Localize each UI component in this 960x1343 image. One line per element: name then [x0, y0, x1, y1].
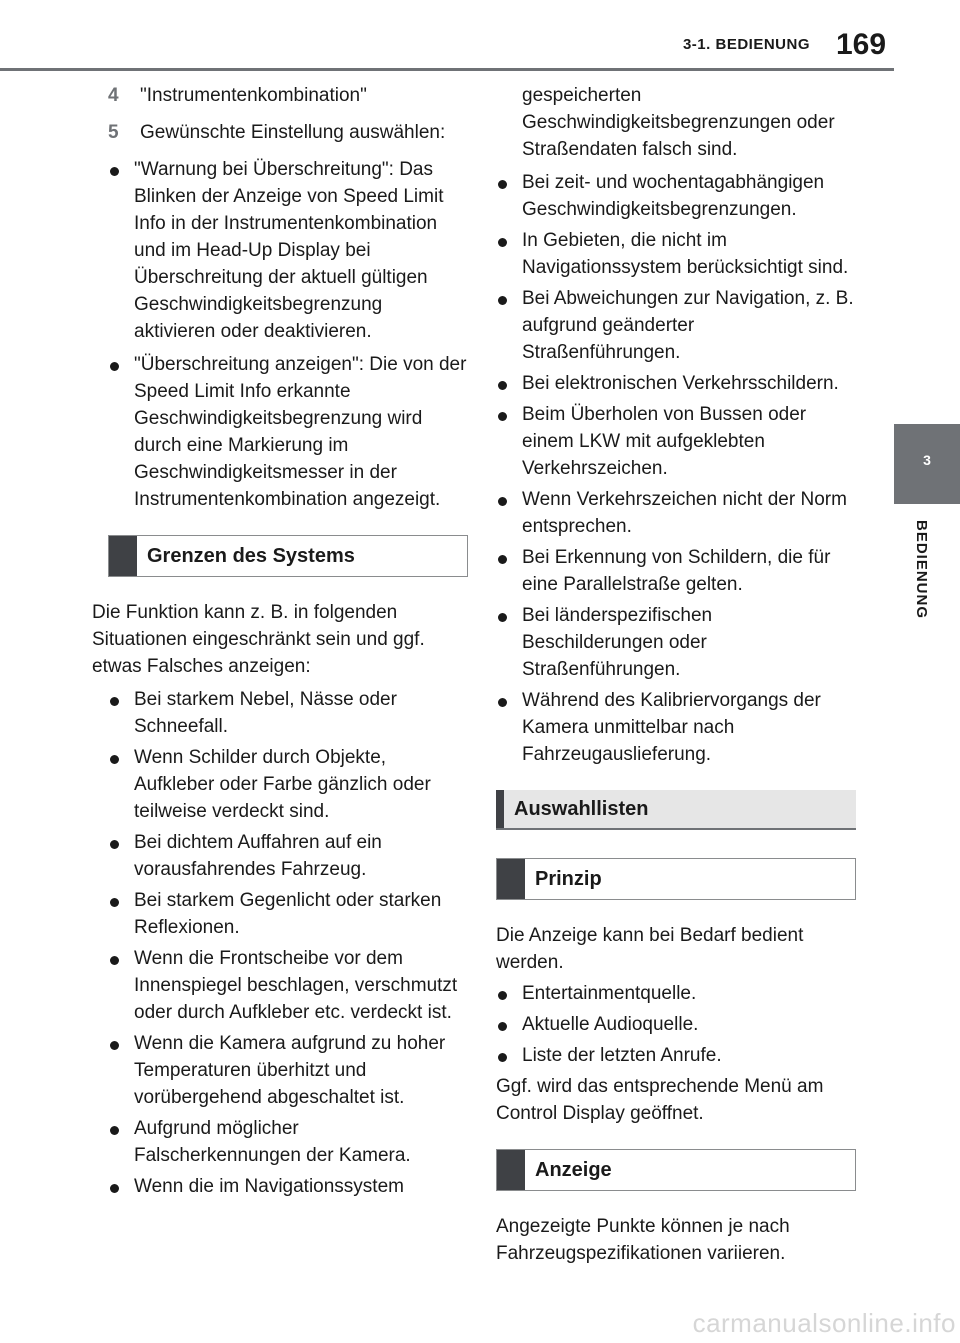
step-number: 5 — [108, 122, 119, 143]
menu-paragraph: Ggf. wird das entsprechende Menü am Control Display geöffnet. — [496, 1076, 824, 1124]
bullet-icon — [110, 362, 119, 371]
list-item: Wenn die im Navigationssystem — [108, 1173, 468, 1200]
page-number: 169 — [836, 28, 887, 61]
list-item: Wenn die Frontscheibe vor dem Innenspiegel beschlagen, verschmutzt oder durch Aufkleber etc. verdeckt ist. — [108, 945, 468, 1026]
bullet-icon — [498, 991, 507, 1000]
list-item: Aufgrund möglicher Falscherkennungen der Kamera. — [108, 1115, 468, 1169]
list-item: Bei dichtem Auffahren auf ein vorausfahrendes Fahrzeug. — [108, 829, 468, 883]
step-text: Gewünschte Einstellung auswählen: — [140, 122, 446, 143]
list-item: In Gebieten, die nicht im Navigationssystem berücksichtigt sind. — [496, 227, 856, 281]
bullet-icon — [498, 555, 507, 564]
bullet-icon — [110, 697, 119, 706]
list-item: Bei starkem Gegenlicht oder starken Reflexionen. — [108, 887, 468, 941]
heading-bar — [109, 536, 137, 576]
step-5 — [108, 119, 468, 146]
list-item: "Warnung bei Überschreitung": Das Blinken der Anzeige von Speed Limit Info in der Instrumentenkombination und im Head-Up Display bei Überschreitung der aktuell gültigen Geschwindigkeitsbegrenzung aktivieren oder deaktivieren. — [108, 156, 468, 345]
section-title: 3-1. BEDIENUNG — [682, 36, 810, 53]
bullet-icon — [498, 180, 507, 189]
bullet-icon — [498, 1022, 507, 1031]
heading-bar — [496, 790, 504, 828]
list-item: Bei zeit- und wochentagabhängigen Geschwindigkeitsbegrenzungen. — [496, 169, 856, 223]
section-heading-principle: Prinzip — [496, 858, 856, 900]
bullet-icon — [110, 840, 119, 849]
display-paragraph: Angezeigte Punkte können je nach Fahrzeugspezifikationen variieren. — [496, 1216, 790, 1264]
bullet-icon — [498, 497, 507, 506]
bullet-icon — [498, 381, 507, 390]
intro-paragraph: Die Funktion kann z. B. in folgenden Situationen eingeschränkt sein und ggf. etwas Falsches anzeigen: — [92, 602, 425, 677]
bullet-icon — [110, 167, 119, 176]
principle-paragraph: Die Anzeige kann bei Bedarf bedient werden. — [496, 925, 804, 973]
bullet-icon — [110, 956, 119, 965]
section-heading-limits: Grenzen des Systems — [108, 535, 468, 577]
bullet-icon — [498, 296, 507, 305]
left-column — [92, 82, 468, 1204]
bullet-icon — [110, 1041, 119, 1050]
bullet-icon — [498, 613, 507, 622]
bullet-icon — [498, 238, 507, 247]
list-item: "Überschreitung anzeigen": Die von der Speed Limit Info erkannte Geschwindigkeitsbegrenzung wird durch eine Markierung im Geschwindigkeitsmesser in der Instrumentenkombination angezeigt. — [108, 351, 468, 513]
list-item: Liste der letzten Anrufe. — [496, 1042, 856, 1069]
list-item: Bei starkem Nebel, Nässe oder Schneefall. — [108, 686, 468, 740]
step-text: "Instrumentenkombination" — [140, 85, 367, 106]
continuation-text: gespeicherten Geschwindigkeitsbegrenzungen oder Straßendaten falsch sind. — [522, 85, 835, 160]
chapter-tab: 3 — [894, 424, 960, 504]
chapter-label: BEDIENUNG — [913, 520, 930, 620]
heading-bar — [497, 859, 525, 899]
list-item: Bei Abweichungen zur Navigation, z. B. aufgrund geänderter Straßenführungen. — [496, 285, 856, 366]
bullet-icon — [498, 1053, 507, 1062]
list-item: Wenn die Kamera aufgrund zu hoher Temperaturen überhitzt und vorübergehend abgeschaltet ist. — [108, 1030, 468, 1111]
list-item: Wenn Schilder durch Objekte, Aufkleber oder Farbe gänzlich oder teilweise verdeckt sind. — [108, 744, 468, 825]
step-number: 4 — [108, 85, 119, 106]
bullet-icon — [110, 755, 119, 764]
list-item: Bei elektronischen Verkehrsschildern. — [496, 370, 856, 397]
list-item: Wenn Verkehrszeichen nicht der Norm entsprechen. — [496, 486, 856, 540]
section-heading-lists: Auswahllisten — [496, 790, 856, 830]
list-item: Während des Kalibriervorgangs der Kamera unmittelbar nach Fahrzeugauslieferung. — [496, 687, 856, 768]
bullet-icon — [110, 1126, 119, 1135]
bullet-icon — [498, 412, 507, 421]
heading-bar — [497, 1150, 525, 1190]
list-item: Bei länderspezifischen Beschilderungen oder Straßenführungen. — [496, 602, 856, 683]
list-item: Beim Überholen von Bussen oder einem LKW mit aufgeklebten Verkehrszeichen. — [496, 401, 856, 482]
list-item: Bei Erkennung von Schildern, die für eine Parallelstraße gelten. — [496, 544, 856, 598]
right-column — [496, 82, 856, 1271]
bullet-icon — [498, 698, 507, 707]
watermark: carmanualsonline.info — [692, 1308, 956, 1338]
step-4 — [108, 82, 468, 109]
bullet-icon — [110, 1184, 119, 1193]
list-item: Entertainmentquelle. — [496, 980, 856, 1007]
list-item: Aktuelle Audioquelle. — [496, 1011, 856, 1038]
bullet-icon — [110, 898, 119, 907]
header-rule — [0, 68, 894, 71]
section-heading-display: Anzeige — [496, 1149, 856, 1191]
